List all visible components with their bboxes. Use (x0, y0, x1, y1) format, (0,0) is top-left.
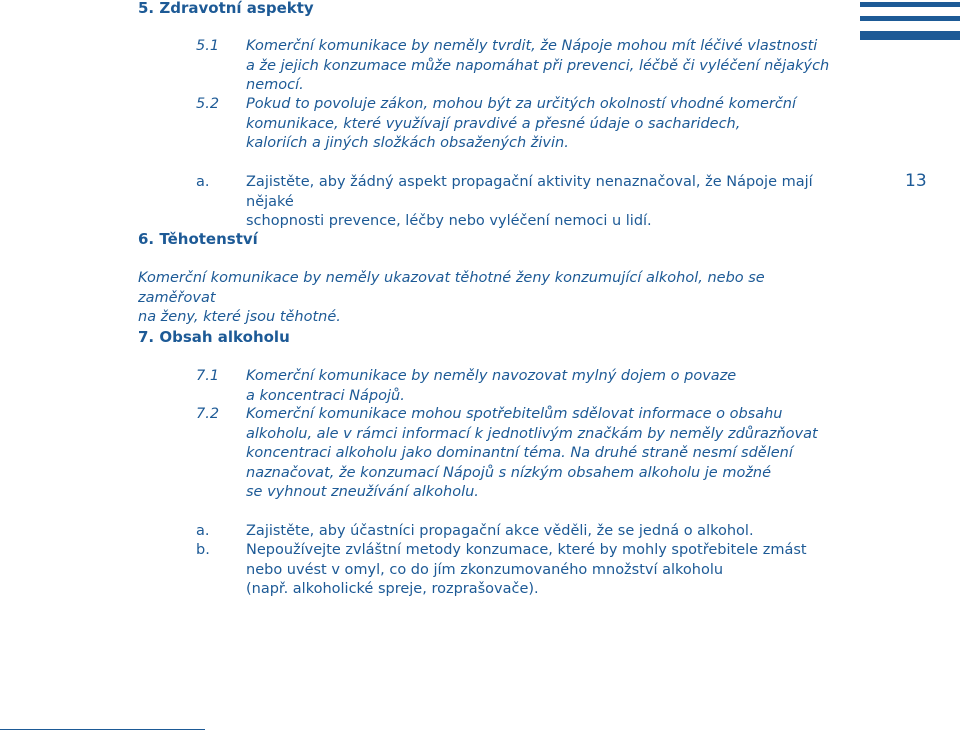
clause-7-1 (196, 367, 836, 407)
line: komunikace, které využívají pravdivé a přesné údaje o sacharidech, (246, 115, 741, 132)
line: a koncentraci Nápojů. (246, 387, 405, 404)
header-stripe (860, 31, 960, 40)
line: schopnosti prevence, léčby nebo vyléčení nemoci u lidí. (246, 213, 652, 229)
clause-number: 7.2 (196, 406, 220, 422)
clause-5-1 (196, 37, 836, 97)
header-stripe (860, 16, 960, 21)
line: a že jejich konzumace může napomáhat při prevenci, léčbě či vyléčení nějakých (246, 57, 830, 74)
clause-text (246, 367, 736, 406)
line: Komerční komunikace mohou spotřebitelům sdělovat informace o obsahu (246, 406, 783, 422)
guidance-text (246, 541, 807, 600)
guidance-letter: a. (196, 523, 210, 539)
header-stripe (860, 2, 960, 7)
clause-text (246, 37, 829, 96)
clause-text (246, 95, 796, 154)
line: Zajistěte, aby žádný aspekt propagační aktivity nenaznačoval, že Nápoje mají nějaké (246, 174, 813, 210)
guidance-7-a (196, 522, 836, 542)
clause-7-2 (196, 405, 836, 505)
footnote-rule (0, 729, 205, 730)
line: koncentraci alkoholu jako dominantní téma. Na druhé straně nesmí sdělení (246, 445, 793, 461)
clause-number: 5.1 (196, 38, 220, 54)
line: Zajistěte, aby účastníci propagační akce věděli, že se jedná o alkohol. (246, 523, 754, 539)
line: Nepoužívejte zvláštní metody konzumace, které by mohly spotřebitele zmást (246, 542, 807, 558)
section-6-text (138, 269, 838, 328)
line: naznačovat, že konzumací Nápojů s nízkým obsahem alkoholu je možné (246, 464, 772, 481)
line: Komerční komunikace by neměly ukazovat těhotné ženy konzumující alkohol, nebo se zaměřovat (138, 270, 765, 306)
line: na ženy, které jsou těhotné. (138, 309, 341, 325)
guidance-7-b (196, 541, 836, 601)
line: nemocí. (246, 77, 304, 93)
page-number: 13 (905, 171, 927, 191)
line: nebo uvést v omyl, co do jím zkonzumovaného množství alkoholu (246, 561, 724, 578)
clause-number: 7.1 (196, 368, 220, 384)
line: Komerční komunikace by neměly tvrdit, že Nápoje mohou mít léčivé vlastnosti (246, 38, 818, 54)
line: se vyhnout zneužívání alkoholu. (246, 484, 479, 500)
line: Pokud to povoluje zákon, mohou být za určitých okolností vhodné komerční (246, 96, 797, 112)
line: (např. alkoholické spreje, rozprašovače). (246, 581, 539, 597)
line: alkoholu, ale v rámci informací k jednotlivým značkám by neměly zdůrazňovat (246, 425, 818, 442)
section-6-title: 6. Těhotenství (138, 230, 258, 248)
guidance-text (246, 522, 754, 542)
guidance-text (246, 173, 856, 232)
line: Komerční komunikace by neměly navozovat mylný dojem o povaze (246, 368, 737, 384)
section-7-title: 7. Obsah alkoholu (138, 328, 290, 346)
guidance-letter: a. (196, 174, 210, 190)
guidance-5-a (196, 173, 856, 229)
guidance-letter: b. (196, 542, 210, 558)
section-5-title: 5. Zdravotní aspekty (138, 0, 314, 17)
clause-5-2 (196, 95, 836, 155)
clause-number: 5.2 (196, 96, 220, 112)
clause-text (246, 405, 818, 503)
line: kaloriích a jiných složkách obsažených živin. (246, 135, 569, 151)
